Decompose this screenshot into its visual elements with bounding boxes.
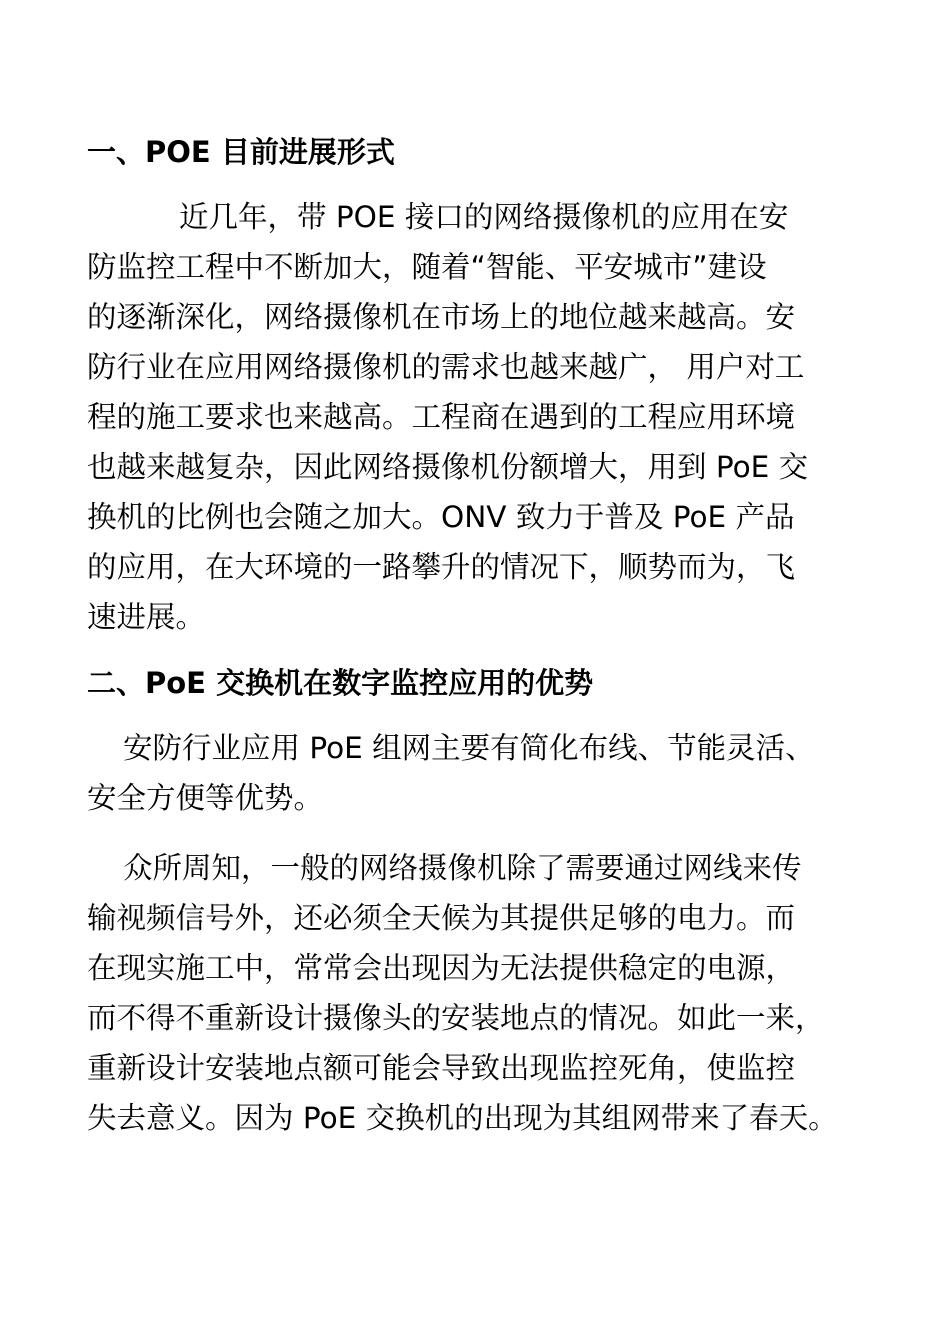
section-1-paragraph xyxy=(87,192,867,642)
paragraph-line: 安防行业应用 PoE 组网主要有简化布线、节能灵活、 xyxy=(123,731,815,765)
section-2-heading: 二、PoE 交换机在数字监控应用的优势 xyxy=(87,666,594,700)
section-1-heading: 一、POE 目前进展形式 xyxy=(87,135,395,169)
paragraph-line: 换机的比例也会随之加大。ONV 致力于普及 PoE 产品 xyxy=(87,500,795,534)
paragraph-line: 的应用，在大环境的一路攀升的情况下，顺势而为，飞 xyxy=(87,550,796,584)
paragraph-line: 众所周知，一般的网络摄像机除了需要通过网线来传 xyxy=(123,851,802,885)
paragraph-line: 失去意义。因为 PoE 交换机的出现为其组网带来了春天。 xyxy=(87,1101,838,1135)
paragraph-line: 防行业在应用网络摄像机的需求也越来越广， 用户对工 xyxy=(87,350,805,384)
document-page xyxy=(87,126,867,1143)
section-2-paragraph-1 xyxy=(87,723,867,823)
paragraph-line: 也越来越复杂，因此网络摄像机份额增大，用到 PoE 交 xyxy=(87,450,809,484)
paragraph-line: 输视频信号外，还必须全天候为其提供足够的电力。而 xyxy=(87,901,796,935)
paragraph-line: 在现实施工中，常常会出现因为无法提供稳定的电源， xyxy=(87,951,796,985)
paragraph-line: 近几年，带 POE 接口的网络摄像机的应用在安 xyxy=(179,200,789,234)
paragraph-line: 而不得不重新设计摄像头的安装地点的情况。如此一来， xyxy=(87,1001,825,1035)
paragraph-line: 的逐渐深化，网络摄像机在市场上的地位越来越高。安 xyxy=(87,300,796,334)
paragraph-line: 防监控工程中不断加大，随着“智能、平安城市”建设 xyxy=(87,250,767,284)
paragraph-line: 程的施工要求也来越高。工程商在遇到的工程应用环境 xyxy=(87,400,796,434)
paragraph-line: 重新设计安装地点额可能会导致出现监控死角，使监控 xyxy=(87,1051,796,1085)
paragraph-line: 速进展。 xyxy=(87,600,206,634)
section-2-paragraph-2 xyxy=(87,843,867,1143)
paragraph-line: 安全方便等优势。 xyxy=(87,781,324,815)
